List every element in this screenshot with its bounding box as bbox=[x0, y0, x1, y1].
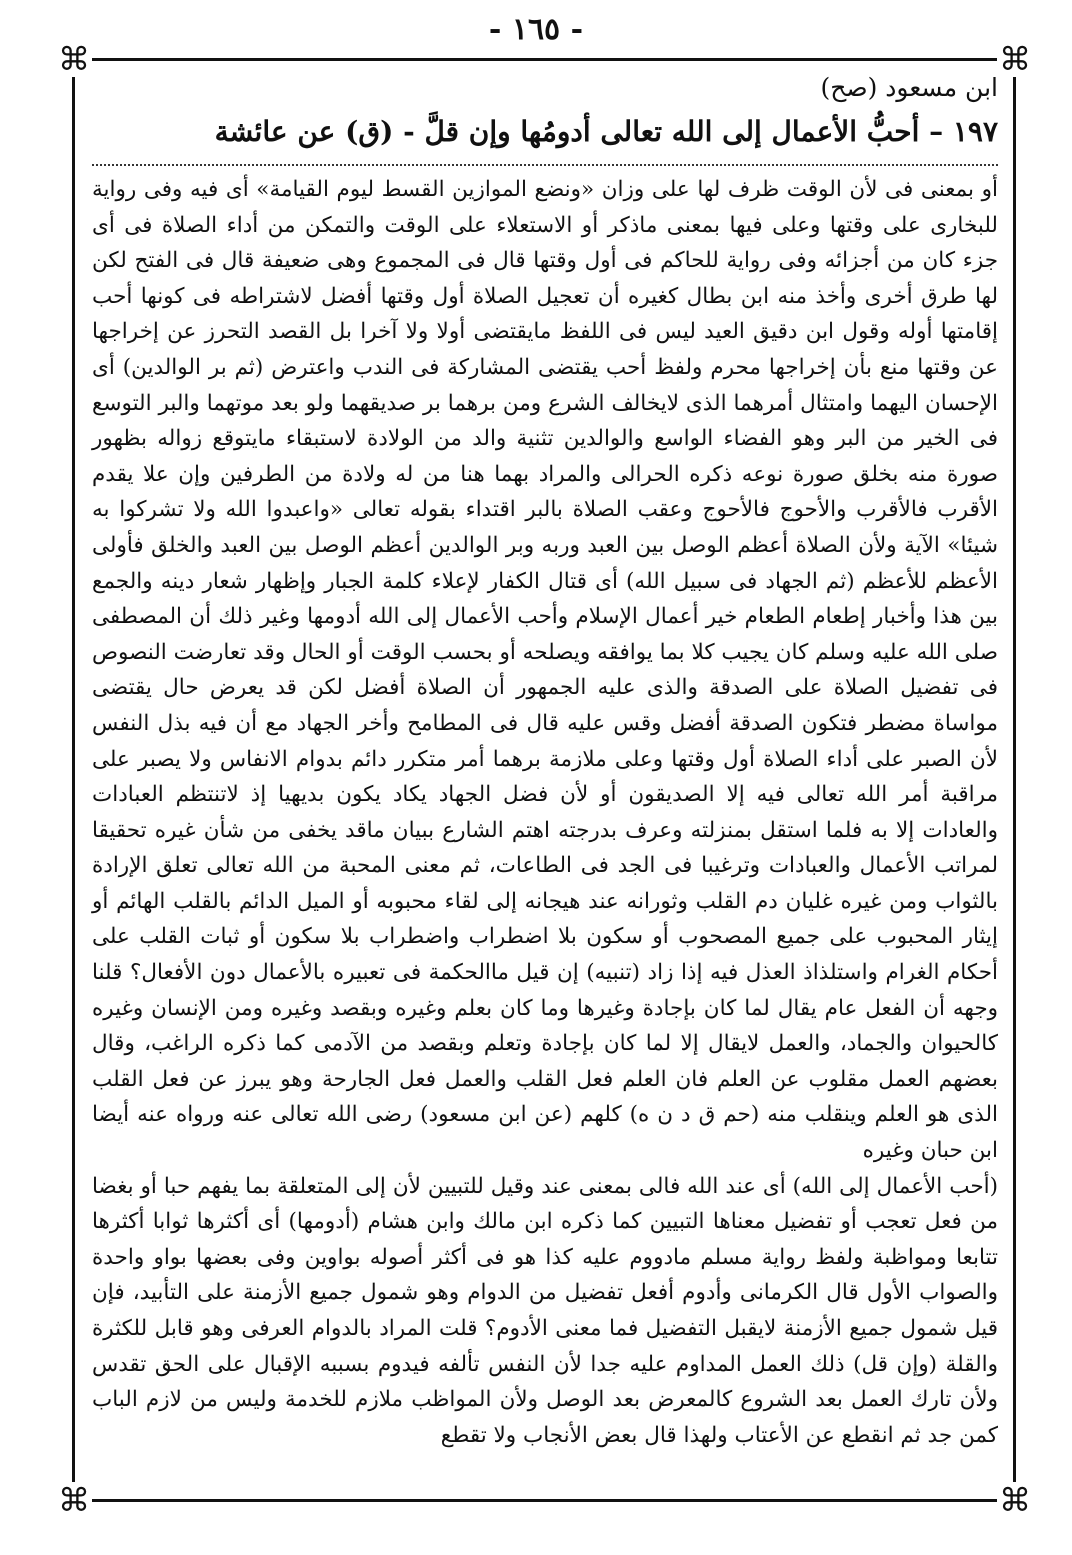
frame-top-border bbox=[72, 58, 1016, 61]
corner-ornament-icon: ⌘ bbox=[58, 1481, 90, 1519]
commentary-paragraph: أو بمعنى فى لأن الوقت ظرف لها على وزان «ونضع الموازين القسط ليوم القيامة» أى فيه وفى رواية للبخارى على وقتها وعلى فيها بمعنى ماذكر أو الاستعلاء على الوقت والتمكن من أداء الصلاة فى أى جزء كان من أجزائه وفى رواية للحاكم فى أول وقتها قال فى المجموع وهى ضعيفة قال فى الفتح لكن لها طرق أخرى وأخذ منه ابن بطال كغيره أن تعجيل الصلاة أول وقتها أفضل لاشتراطه فى كونها أحب إقامتها أوله وقول ابن دقيق العيد ليس فى اللفظ مايقتضى أولا ولا آخرا بل القصد التحرز عن إخراجها عن وقتها منع بأن إخراجها محرم ولفظ أحب يقتضى المشاركة فى الندب واعترض (ثم بر الوالدين) أى الإحسان اليهما وامتثال أمرهما الذى لايخالف الشرع ومن برهما بر صديقهما ولو بعد موتهما والبر التوسع فى الخير من البر وهو الفضاء الواسع والوالدين تثنية والد من الولادة لاستبقاء مايتوقع زواله بظهور صورة منه بخلق صورة نوعه ذكره الحرالى والمراد بهما هنا من له ولادة من الطرفين وإن علا يقدم الأقرب فالأقرب والأحوج فالأحوج وعقب الصلاة بالبر اقتداء بقوله تعالى «واعبدوا الله ولا تشركوا به شيئا» الآية ولأن الصلاة أعظم الوصل بين العبد وربه وبر الوالدين أعظم الوصل بين العبد والخلق فأولى الأعظم للأعظم (ثم الجهاد فى سبيل الله) أى قتال الكفار لإعلاء كلمة الجبار وإظهار شعار دينه والجمع بين هذا وأخبار إطعام الطعام خير أعمال الإسلام وأحب الأعمال إلى الله أدومها وغير ذلك أن المصطفى صلى الله عليه وسلم كان يجيب كلا بما يوافقه ويصلحه أو بحسب الوقت أو الحال وقد تعارضت النصوص فى تفضيل الصلاة على الصدقة والذى عليه الجمهور أن الصلاة أفضل لكن قد يعرض حال يقتضى مواساة مضطر فتكون الصدقة أفضل وقس عليه قال فى المطامح وأخر الجهاد مع أن فيه بذل النفس لأن الصبر على أداء الصلاة أول وقتها وعلى ملازمة برهما أمر متكرر دائم بدوام الانفاس ولا يصبر على مراقبة أمر الله تعالى فيه إلا الصديقون أو لأن فضل الجهاد يكاد يكون بديهيا إذ لاتنتظم العبادات والعادات إلا به فلما استقل بمنزلته وعرف بدرجته اهتم الشارع ببيان ماقد يخفى من شأن غيره تحقيقا لمراتب الأعمال والعبادات وترغيبا فى الجد فى الطاعات، ثم معنى المحبة من الله تعالى تعلق الإرادة بالثواب ومن غيره غليان دم القلب وثورانه عند هيجانه إلى لقاء محبوبه أو الميل الدائم بالقلب الهائم أو إيثار المحبوب على جميع المصحوب أو سكون بلا اضطراب واضطراب بلا سكون أو ثبات القلب على أحكام الغرام واستلذاذ العذل فيه إذا زاد (تنبيه) إن قيل ماالحكمة فى تعبيره بالأعمال دون الأفعال؟ قلنا وجهه أن الفعل عام يقال لما كان بإجادة وغيرها وما كان بعلم وغيره وبقصد وغيره ومن الإنسان وغيره كالحيوان والجماد، والعمل لايقال إلا لما كان بإجادة وتعلم وبقصد من الآدمى كما ذكره الراغب، وقال بعضهم العمل مقلوب عن العلم فان العلم فعل القلب والعمل فعل الجارحة وهو يبرز عن فعل القلب الذى هو العلم وينقلب منه (حم ق د ن ه) كلهم (عن ابن مسعود) رضى الله تعالى عنه ورواه عنه أيضا ابن حبان وغيره bbox=[92, 177, 998, 1164]
page-number: - ١٦٥ - bbox=[488, 12, 584, 47]
corner-ornament-icon: ⌘ bbox=[999, 1481, 1031, 1519]
frame-right-border bbox=[1013, 60, 1016, 1501]
corner-ornament-icon: ⌘ bbox=[999, 40, 1031, 78]
corner-ornament-icon: ⌘ bbox=[58, 40, 90, 78]
source-attribution: ابن مسعود (صح) bbox=[820, 73, 998, 102]
frame-left-border bbox=[72, 60, 75, 1501]
dotted-divider bbox=[92, 164, 998, 166]
commentary-body bbox=[92, 172, 998, 1453]
hadith-text: – أحبُّ الأعمال إلى الله تعالى أدومُها وإن قلَّ - (ق) عن عائشة bbox=[214, 115, 944, 148]
hadith-number: ١٩٧ bbox=[952, 115, 998, 148]
frame-bottom-border bbox=[72, 1499, 1016, 1502]
page-content bbox=[92, 70, 998, 1453]
hadith-heading bbox=[92, 110, 998, 154]
commentary-paragraph: (أحب الأعمال إلى الله) أى عند الله فالى بمعنى عند وقيل للتبيين لأن إلى المتعلقة بما يفهم حبا أو بغضا من فعل تعجب أو تفضيل معناها التبيين كما ذكره ابن مالك وابن هشام (أدومها) أى أكثرها ثوابا أكثرها تتابعا ومواظبة ولفظ رواية مسلم مادووم عليه كذا هو فى أكثر أصوله بواوين وفى بعضها بواو واحدة والصواب الأول قال الكرمانى وأدوم أفعل تفضيل من الدوام وهو شمول جميع الأزمنة على التأبيد، فإن قيل شمول جميع الأزمنة لايقبل التفضيل فما معنى الأدوم؟ قلت المراد بالدوام العرفى وهو قابل للكثرة والقلة (وإن قل) ذلك العمل المداوم عليه جدا لأن النفس تألفه فيدوم بسببه الإقبال على الحق تقدس ولأن تارك العمل بعد الشروع كالمعرض بعد الوصل ولأن المواظب ملازم للخدمة وليس من لازم الباب كمن جد ثم انقطع عن الأعتاب ولهذا قال بعض الأنجاب ولا تقطع bbox=[92, 1173, 998, 1448]
